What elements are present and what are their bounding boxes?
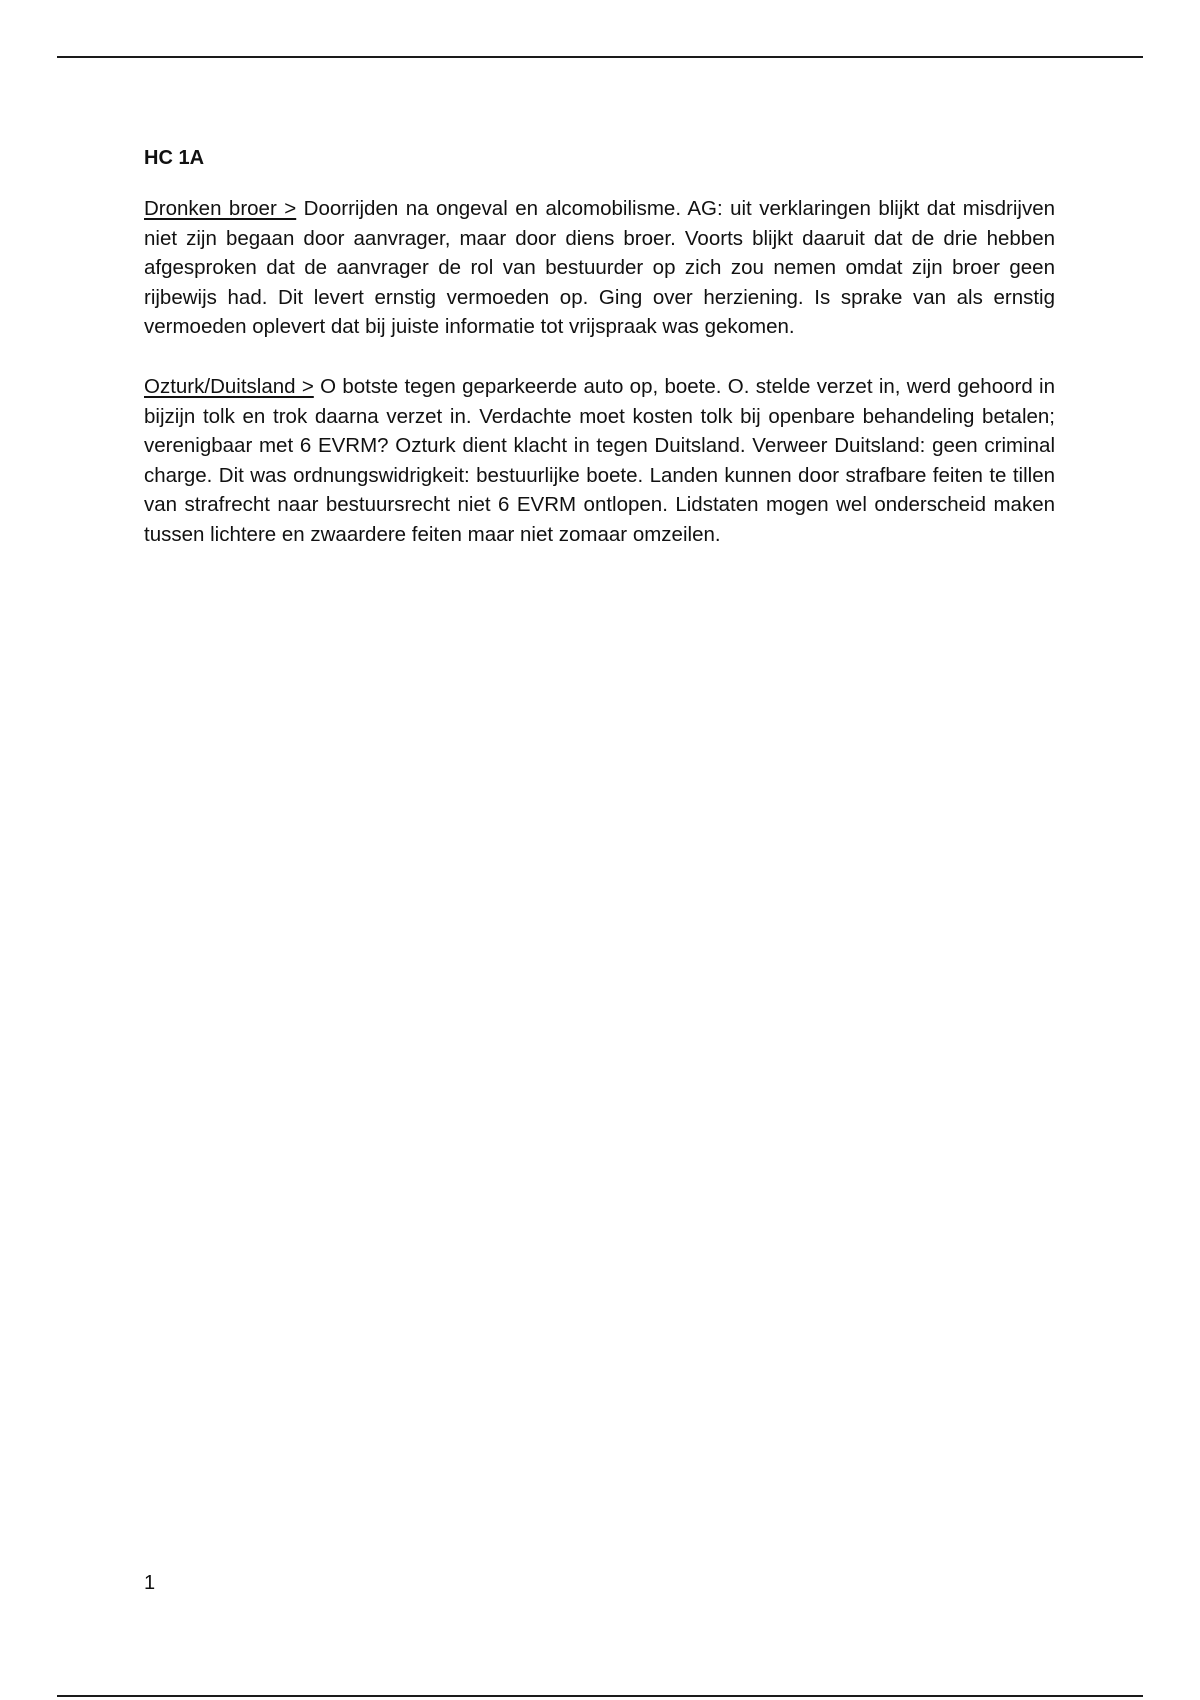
document-body (144, 140, 1055, 580)
case-title: Ozturk/Duitsland > (144, 374, 314, 398)
page-number: 1 (144, 1572, 156, 1594)
case-text: O botste tegen geparkeerde auto op, boete. O. stelde verzet in, werd gehoord in bijzijn tolk en trok daarna verzet in. Verdachte moet kosten tolk bij openbare behandeling betalen; verenigbaar met 6 EVRM? Ozturk dient klacht in tegen Duitsland. Verweer Duitsland: geen criminal charge. Dit was ordnungswidrigkeit: bestuurlijke boete. Landen kunnen door strafbare feiten te tillen van strafrecht naar bestuursrecht niet 6 EVRM ontlopen. Lidstaten mogen wel onderscheid maken tussen lichtere en zwaardere feiten maar niet zomaar omzeilen. (144, 374, 1055, 546)
case-paragraph-dronken-broer (144, 194, 1055, 342)
footer-rule (57, 1695, 1143, 1697)
header-rule (57, 56, 1143, 58)
section-heading: HC 1A (144, 147, 205, 169)
case-title: Dronken broer > (144, 197, 297, 220)
case-text: Doorrijden na ongeval en alcomobilisme. AG: uit verklaringen blijkt dat misdrijven niet zijn begaan door aanvrager, maar door diens broer. Voorts blijkt daaruit dat de drie hebben afgesproken dat de aanvrager de rol van bestuurder op zich zou nemen omdat zijn broer geen rijbewijs had. Dit levert ernstig vermoeden op. Ging over herziening. Is sprake van als ernstig vermoeden oplevert dat bij juiste informatie tot vrijspraak was gekomen. (144, 197, 1055, 339)
case-paragraph-ozturk (144, 372, 1055, 550)
